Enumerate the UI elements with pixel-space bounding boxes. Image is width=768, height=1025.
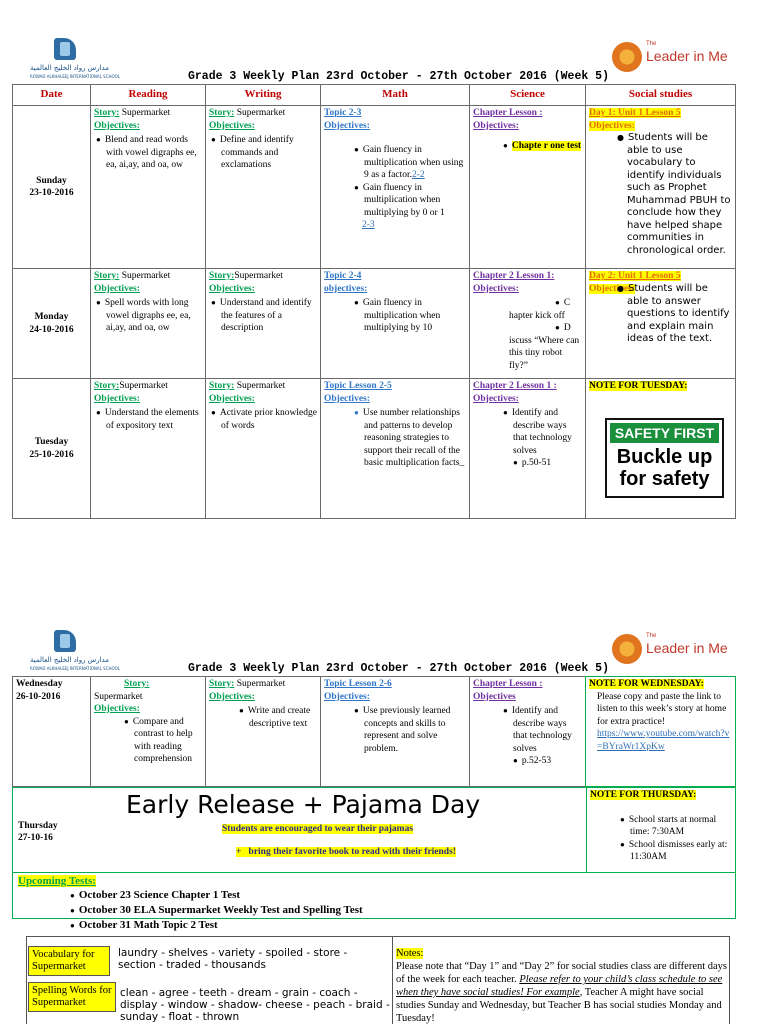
objective-item: ● Understand the elements of expository text: [94, 407, 202, 432]
story-label: Story:: [209, 679, 235, 689]
tuesday-science: [469, 378, 586, 519]
notes-block: [396, 947, 728, 1025]
safety-first-sign: [605, 418, 724, 498]
notes-text-2: , Teacher A might have social studies Sunday and Wednesday, but Teacher B has social studies Monday and Tuesday!: [396, 987, 722, 1024]
objective-item: ● Gain fluency in multiplication when multiplying by 10: [324, 297, 466, 335]
story-label: Story:: [94, 271, 120, 281]
day-name: Tuesday: [34, 437, 69, 447]
objectives-label: Objectives:: [473, 393, 519, 404]
objectives-label: Objectives:: [94, 704, 140, 714]
date-tuesday: [12, 378, 91, 519]
school-logo-arabic: مدارس رواد الخليج العالمية: [30, 64, 109, 72]
day-name: Monday: [34, 312, 69, 322]
objective-item: ● Use previously learned concepts and skills to represent and solve problem.: [324, 705, 466, 755]
lim-logo-the: The: [646, 41, 657, 47]
objective-item: ● Blend and read words with vowel digraphs ee, ea, ai,ay, and oa, ow: [94, 134, 202, 172]
objectives-label: Objectives:: [473, 283, 519, 294]
page-title: Grade 3 Weekly Plan 23rd October - 27th October 2016 (Week 5): [188, 70, 609, 83]
sign-line-1: Buckle up: [616, 446, 713, 468]
book-line-text: bring their favorite book to read with their friends!: [248, 847, 456, 857]
sun-icon: [612, 42, 642, 72]
upcoming-tests-border: [12, 873, 736, 919]
notes-label: Notes:: [396, 948, 424, 959]
wednesday-science: [469, 676, 586, 787]
objective-item: ● D: [473, 322, 582, 335]
story-label: Story:: [209, 271, 235, 281]
spelling-label: Spelling Words for Supermarket: [28, 982, 116, 1012]
objectives-label: Objectives:: [473, 120, 519, 131]
school-logo-arabic: مدارس رواد الخليج العالمية: [30, 656, 109, 664]
note-title: NOTE FOR TUESDAY:: [589, 381, 688, 391]
sun-icon: [612, 634, 642, 664]
objective-item: ● p.52-53: [473, 755, 582, 768]
book-line: [236, 847, 456, 857]
objectives-label: objectives:: [324, 283, 368, 294]
date-sunday: [12, 105, 91, 269]
chapter-label: Chapter 2 Lesson 1:: [473, 271, 555, 281]
objective-item: ● Gain fluency in multiplication when multiplying by 0 or 1: [324, 182, 466, 220]
lesson-link[interactable]: 2-2: [412, 170, 425, 180]
school-logo-english: ROWAD ALKHALEEJ INTERNATIONAL SCHOOL: [30, 74, 121, 79]
day-date: 26-10-2016: [16, 691, 61, 702]
plus-sign: +: [236, 847, 242, 857]
story-name: Supermarket: [94, 691, 143, 702]
col-date: Date: [12, 84, 91, 106]
tuesday-reading: [90, 378, 206, 519]
objectives-label: Objectives:: [589, 120, 635, 131]
topic-label: Topic 2-4: [324, 271, 362, 281]
story-youtube-link[interactable]: https://www.youtube.com/watch?v=BYraWr1XpKw: [597, 729, 730, 752]
col-writing: Writing: [205, 84, 321, 106]
objectives-label: Objectives:: [589, 283, 635, 294]
objective-item: ● Students will be able to use vocabulary to identify individuals such as Prophet Muhammad PBUH to conclude how they have helped shape communities in chronological order.: [589, 132, 732, 257]
objective-item: ● Compare and contrast to help with reading comprehension: [94, 716, 202, 766]
notes-text: Please note that “Day 1” and “Day 2” for social studies class are different days of the week for each teacher.: [396, 961, 728, 985]
objectives-label: Objectives:: [209, 691, 255, 702]
objective-item: ● Activate prior knowledge of words: [209, 407, 317, 432]
objectives-label: Objectives:: [94, 283, 140, 294]
story-label: Story:: [124, 679, 150, 689]
objectives-label: Objectives:: [209, 283, 255, 294]
date-thursday: [18, 820, 58, 844]
test-item: ● October 30 ELA Supermarket Weekly Test and Spelling Test: [68, 903, 730, 918]
topic-label: Topic 2-3: [324, 108, 362, 118]
story-name: Supermarket: [119, 381, 168, 391]
story-label: Story:: [94, 108, 120, 118]
objective-item: ● Write and create descriptive text: [209, 705, 317, 730]
day-date: 23-10-2016: [29, 188, 74, 198]
note-item: ● School dismisses early at: 11:30AM: [590, 839, 732, 864]
objective-item: ● Define and identify commands and exclamations: [209, 134, 317, 172]
upcoming-tests-label: Upcoming Tests:: [18, 875, 96, 887]
vocabulary-label: Vocabulary for Supermarket: [28, 946, 110, 976]
monday-science: [469, 268, 586, 379]
story-label: Story:: [209, 381, 235, 391]
notes-divider: [392, 936, 393, 1024]
page-title: Grade 3 Weekly Plan 23rd October - 27th October 2016 (Week 5): [188, 662, 609, 675]
monday-math: [320, 268, 470, 379]
topic-label: Topic Lesson 2-6: [324, 679, 392, 689]
vocabulary-words: laundry - shelves - variety - spoiled - store - section - traded - thousands: [118, 947, 348, 971]
objective-item: ● Understand and identify the features of a description: [209, 297, 317, 335]
note-text: Please copy and paste the link to listen to this week’s story at home for extra practice!: [597, 691, 727, 727]
wednesday-math: [320, 676, 470, 787]
sunday-math: [320, 105, 470, 269]
date-wednesday: [12, 676, 91, 787]
story-name: Supermarket: [119, 108, 171, 118]
objective-item-cont: iscuss “Where can this tiny robot fly?”: [509, 335, 580, 371]
chapter-label: Chapter Lesson :: [473, 679, 543, 689]
note-title: NOTE FOR WEDNESDAY:: [589, 679, 704, 689]
objectives-label: Objectives:: [324, 120, 370, 131]
day-name: Thursday: [18, 821, 58, 831]
objectives-label: Objectives:: [324, 393, 370, 404]
unit-label: Day 2: Unit 1 Lesson 5: [589, 271, 681, 281]
objective-item: ● Spell words with long vowel digraphs ee, ea, ai,ay, and oa, ow: [94, 297, 202, 335]
chapter-label: Chapter 2 Lesson 1 :: [473, 381, 557, 391]
objectives-label: Objectives: [473, 691, 516, 702]
objective-item: ● Use number relationships and patterns to develop reasoning strategies to support their recall of the basic multiplication facts_: [324, 407, 466, 470]
sunday-writing: [205, 105, 321, 269]
sign-header: SAFETY FIRST: [610, 423, 719, 443]
school-logo: [30, 630, 121, 676]
col-math: Math: [320, 84, 470, 106]
lim-logo-text: Leader in Me: [646, 48, 728, 64]
story-name: Supermarket: [234, 381, 286, 391]
story-name: Supermarket: [234, 271, 283, 281]
early-release-title: Early Release + Pajama Day: [126, 790, 481, 819]
story-name: Supermarket: [234, 108, 286, 118]
wednesday-reading: [90, 676, 206, 787]
day-date: 25-10-2016: [29, 449, 74, 460]
topic-label: Topic Lesson 2-5: [324, 381, 392, 391]
leader-in-me-logo: [612, 40, 728, 76]
spelling-words: clean - agree - teeth - dream - grain - coach - display - window - shadow- cheese - peach - braid - sunday - float - thrown: [120, 987, 390, 1023]
leader-in-me-logo: [612, 632, 728, 668]
wednesday-note: [585, 676, 736, 787]
objective-item: ● Identify and describe ways that technology solves: [473, 407, 582, 457]
objectives-label: Objectives:: [94, 393, 140, 404]
wednesday-writing: [205, 676, 321, 787]
objective-item: ● p.50-51: [473, 457, 582, 470]
objective-item: Chapte r one test: [511, 141, 582, 151]
objectives-label: Objectives:: [209, 393, 255, 404]
story-name: Supermarket: [234, 679, 286, 689]
objective-item: ● Students will be able to answer questions to identify and explain main ideas of the text.: [589, 283, 732, 346]
thursday-note-content: [590, 789, 732, 864]
monday-social-studies: [585, 268, 736, 379]
col-reading: Reading: [90, 84, 206, 106]
lesson-link[interactable]: 2-3: [362, 220, 375, 230]
objective-item: ● Identify and describe ways that technology solves: [473, 705, 582, 755]
objectives-label: Objectives:: [94, 120, 140, 131]
day-name: Sunday: [36, 175, 67, 186]
story-label: Story:: [209, 108, 235, 118]
story-name: Supermarket: [119, 271, 171, 281]
objectives-label: Objectives:: [209, 120, 255, 131]
notes-example: For example: [523, 987, 580, 998]
day-name: Wednesday: [16, 679, 63, 689]
school-logo: [30, 38, 121, 84]
monday-reading: [90, 268, 206, 379]
sign-line-2: for safety: [619, 468, 710, 490]
unit-label: Day 1: Unit 1 Lesson 5: [589, 108, 681, 118]
objective-item: Gain fluency in multiplication when using 9 as a factor.: [362, 145, 464, 180]
date-monday: [12, 268, 91, 379]
story-label: Story:: [94, 381, 120, 391]
chapter-label: Chapter Lesson :: [473, 108, 543, 118]
tuesday-writing: [205, 378, 321, 519]
sunday-reading: [90, 105, 206, 269]
objective-item: ● C: [473, 297, 582, 310]
notes-emphasis: Please refer to your child’s class schedule to see when they have social studies!: [396, 974, 723, 998]
sunday-social-studies: [585, 105, 736, 269]
objectives-label: Objectives:: [324, 691, 370, 702]
objective-item-cont: hapter kick off: [509, 310, 565, 321]
col-science: Science: [469, 84, 586, 106]
sunday-science: [469, 105, 586, 269]
day-date: 27-10-16: [18, 833, 53, 843]
lim-logo-the: The: [646, 633, 657, 639]
col-social-studies: Social studies: [585, 84, 736, 106]
tuesday-math: [320, 378, 470, 519]
pajama-line: Students are encouraged to wear their pajamas: [222, 824, 414, 834]
note-item: ● School starts at normal time: 7:30AM: [590, 814, 732, 839]
school-logo-english: ROWAD ALKHALEEJ INTERNATIONAL SCHOOL: [30, 666, 121, 671]
monday-writing: [205, 268, 321, 379]
day-date: 24-10-2016: [29, 324, 74, 335]
note-title: NOTE FOR THURSDAY:: [590, 790, 697, 800]
test-item: ● October 31 Math Topic 2 Test: [68, 918, 730, 933]
lim-logo-text: Leader in Me: [646, 640, 728, 656]
test-item: ● October 23 Science Chapter 1 Test: [68, 888, 730, 903]
